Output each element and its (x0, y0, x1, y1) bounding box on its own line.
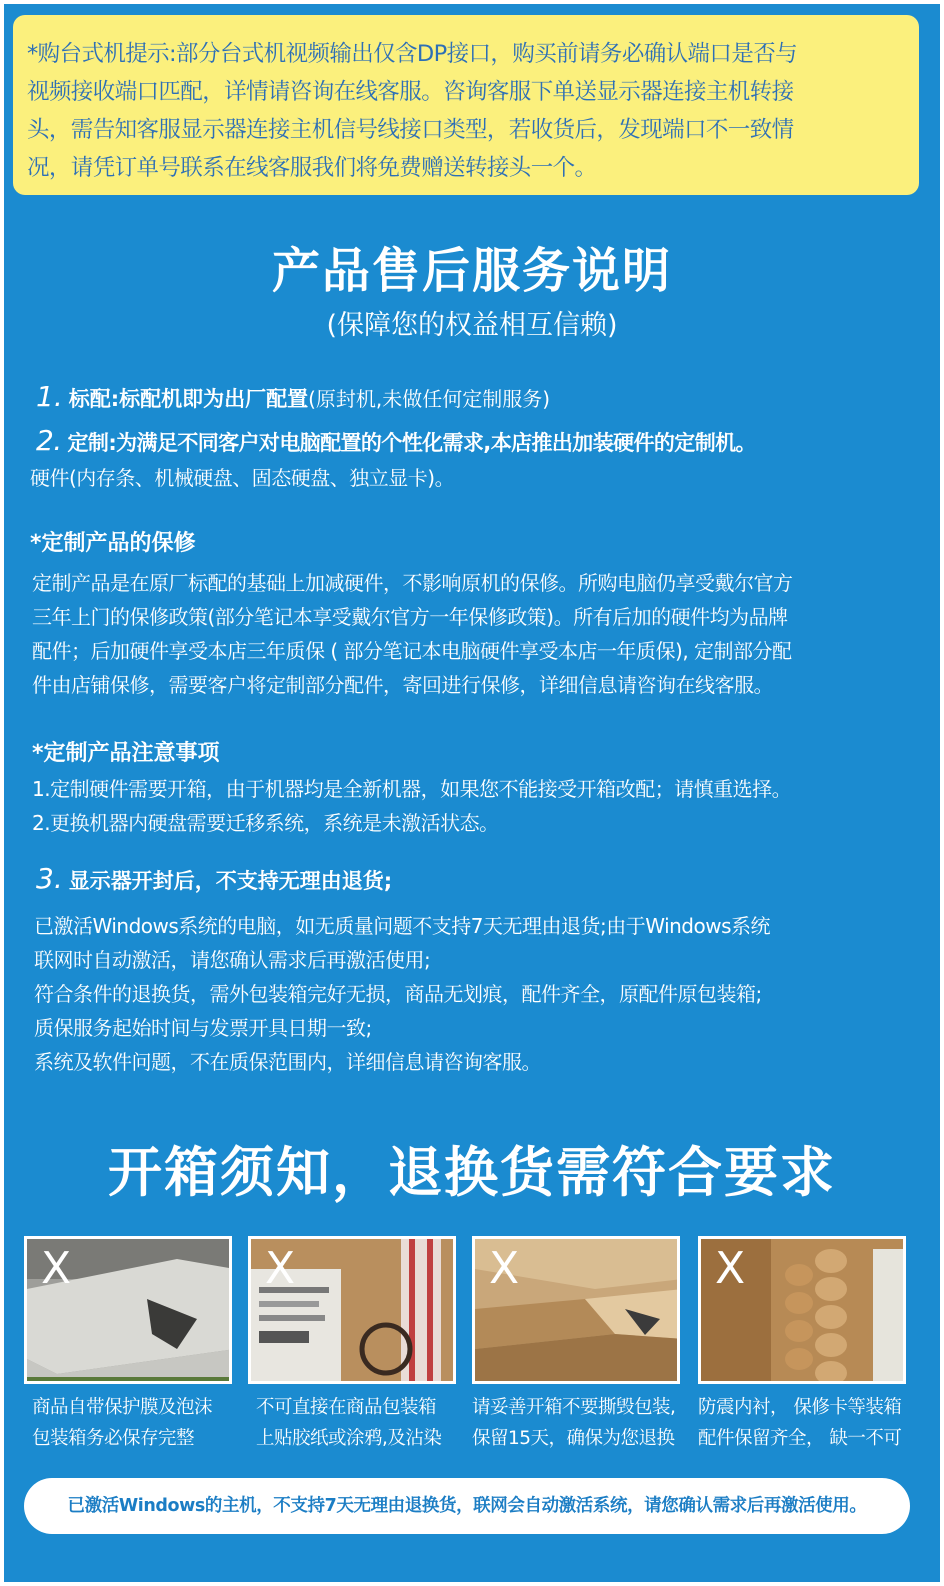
returns-line: 联网时自动激活，请您确认需求后再激活使用; (34, 948, 431, 972)
returns-line: 已激活Windows系统的电脑，如无质量问题不支持7天无理由退货;由于Windows系统 (34, 914, 771, 938)
warranty-line: 定制产品是在原厂标配的基础上加减硬件，不影响原机的保修。所购电脑仍享受戴尔官方 (32, 571, 793, 595)
returns-line: 符合条件的退换货，需外包装箱完好无损，商品无划痕，配件齐全，原配件原包装箱; (34, 982, 762, 1006)
caption-line: 保留15天，确保为您退换 (472, 1428, 675, 1449)
torn-box-photo (472, 1236, 680, 1384)
caution-line: 2.更换机器内硬盘需要迁移系统，系统是未激活状态。 (32, 811, 499, 835)
foam-wrapped-item-photo (24, 1236, 232, 1384)
notice-line: 头，需告知客服显示器连接主机信号线接口类型，若收货后，发现端口不一致情 (27, 117, 794, 143)
caution-heading: *定制产品注意事项 (32, 741, 220, 766)
card-caption-1 (32, 1392, 252, 1454)
notice-line: *购台式机提示:部分台式机视频输出仅含DP接口，购买前请务必确认端口是否与 (27, 41, 798, 67)
warranty-line: 配件；后加硬件享受本店三年质保 ( 部分笔记本电脑硬件享受本店一年质保), 定制部分配 (32, 639, 792, 663)
warranty-heading: *定制产品的保修 (30, 531, 196, 556)
item-text: 定制:为满足不同客户对电脑配置的个性化需求,本店推出加装硬件的定制机。 (67, 431, 756, 455)
x-mark: X (41, 1243, 72, 1294)
x-mark: X (715, 1243, 746, 1294)
desktop-port-notice (13, 15, 919, 195)
caption-line: 请妥善开箱不要撕毁包装, (472, 1397, 676, 1418)
item-monitor (36, 862, 392, 895)
item-number: 3. (36, 862, 63, 895)
caption-line: 防震内衬， 保修卡等装箱 (698, 1397, 902, 1418)
page-title: 产品售后服务说明 (271, 243, 672, 299)
caption-line: 包装箱务必保存完整 (32, 1428, 195, 1449)
item-standard (36, 380, 550, 413)
caption-line: 商品自带保护膜及泡沫 (32, 1397, 213, 1418)
cardboard-insert-photo (698, 1236, 906, 1384)
returns-text (34, 909, 770, 1079)
unboxing-title: 开箱须知，退换货需符合要求 (108, 1141, 836, 1204)
item-text: 标配:标配机即为出厂配置 (68, 387, 309, 411)
returns-line: 质保服务起始时间与发票开具日期一致; (34, 1016, 372, 1040)
card-caption-2 (256, 1392, 476, 1454)
caption-line: 配件保留齐全， 缺一不可 (698, 1428, 902, 1449)
windows-activation-banner: 已激活Windows的主机，不支持7天无理由退换货，联网会自动激活系统，请您确认需求后再激活使用。 (24, 1478, 910, 1534)
caution-text (32, 772, 791, 840)
item-note: (原封机,未做任何定制服务) (308, 387, 551, 411)
warranty-line: 件由店铺保修，需要客户将定制部分配件，寄回进行保修，详细信息请咨询在线客服。 (32, 673, 773, 697)
returns-line: 系统及软件问题，不在质保范围内，详细信息请咨询客服。 (34, 1050, 541, 1074)
item-number: 2. (36, 424, 62, 457)
item-number: 1. (36, 380, 63, 413)
warranty-line: 三年上门的保修政策(部分笔记本享受戴尔官方一年保修政策)。所有后加的硬件均为品牌 (32, 605, 788, 629)
item-custom-hardware: 硬件(内存条、机械硬盘、固态硬盘、独立显卡)。 (30, 466, 455, 490)
item-custom (36, 424, 756, 457)
x-mark: X (265, 1243, 296, 1294)
labeled-box-photo (248, 1236, 456, 1384)
notice-line: 视频接收端口匹配，详情请咨询在线客服。咨询客服下单送显示器连接主机转接 (27, 79, 794, 105)
caption-line: 上贴胶纸或涂鸦,及沾染 (256, 1428, 442, 1449)
caution-line: 1.定制硬件需要开箱，由于机器均是全新机器，如果您不能接受开箱改配；请慎重选择。 (32, 777, 792, 801)
item-text: 显示器开封后，不支持无理由退货; (68, 869, 393, 893)
warranty-text (32, 566, 793, 702)
card-caption-3 (472, 1392, 692, 1454)
notice-line: 况，请凭订单号联系在线客服我们将免费赠送转接头一个。 (27, 155, 597, 181)
x-mark: X (489, 1243, 520, 1294)
caption-line: 不可直接在商品包装箱 (256, 1397, 437, 1418)
page-subtitle: (保障您的权益相互信赖) (326, 310, 618, 341)
card-caption-4 (698, 1392, 910, 1454)
